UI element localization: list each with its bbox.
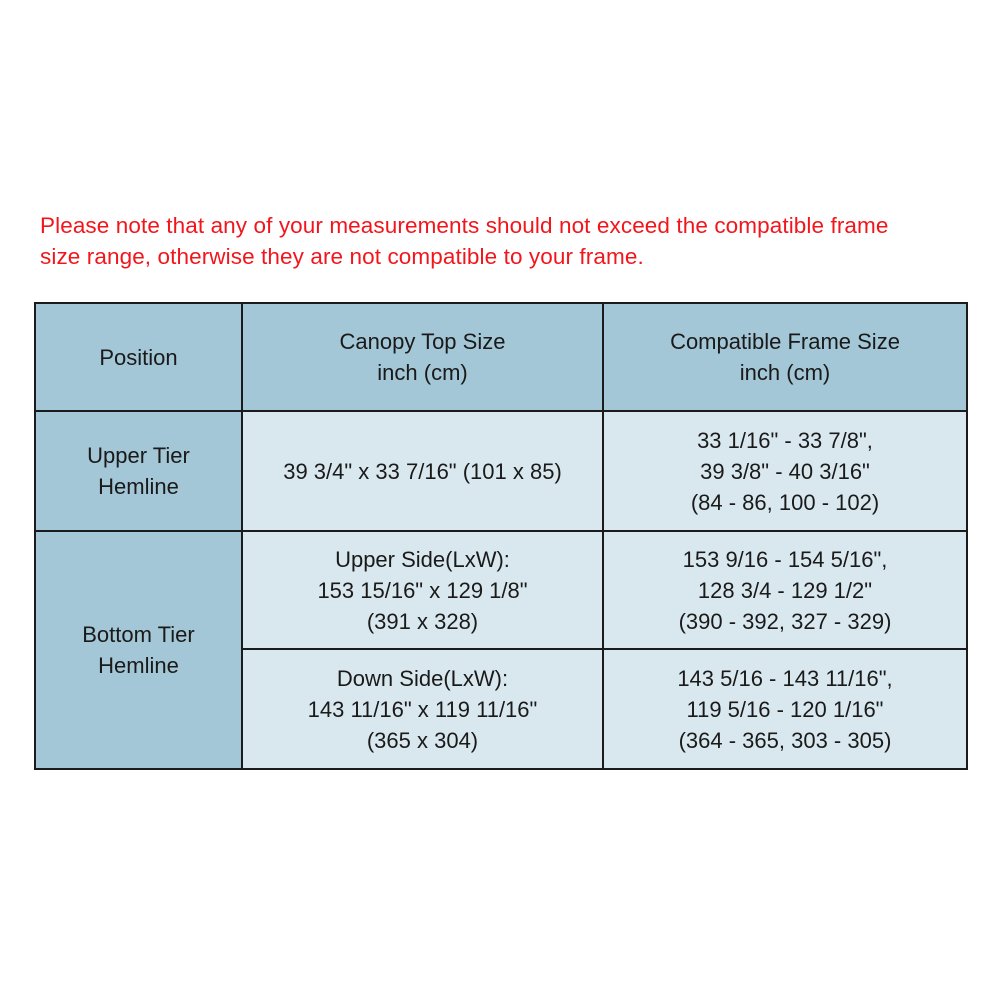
- table-header-row: [35, 303, 967, 411]
- position-upper-tier-hemline: Upper Tier Hemline: [35, 411, 242, 531]
- compatibility-notice: [40, 210, 970, 272]
- header-position: Position: [35, 303, 242, 411]
- table-row-upper-tier: [35, 411, 967, 531]
- size-chart-table: [34, 302, 968, 770]
- frame-size-bottom-upper-side: 153 9/16 - 154 5/16", 128 3/4 - 129 1/2" (390 - 392, 327 - 329): [603, 531, 967, 649]
- table-row-bottom-tier-upper-side: [35, 531, 967, 649]
- position-bottom-tier-hemline: Bottom Tier Hemline: [35, 531, 242, 769]
- header-compatible-frame-size: Compatible Frame Size inch (cm): [603, 303, 967, 411]
- frame-size-upper-tier: 33 1/16" - 33 7/8", 39 3/8" - 40 3/16" (84 - 86, 100 - 102): [603, 411, 967, 531]
- canopy-size-bottom-down-side: Down Side(LxW): 143 11/16" x 119 11/16" (365 x 304): [242, 649, 603, 769]
- frame-size-bottom-down-side: 143 5/16 - 143 11/16", 119 5/16 - 120 1/16" (364 - 365, 303 - 305): [603, 649, 967, 769]
- notice-line-2: size range, otherwise they are not compatible to your frame.: [40, 244, 644, 269]
- canopy-size-bottom-upper-side: Upper Side(LxW): 153 15/16" x 129 1/8" (391 x 328): [242, 531, 603, 649]
- header-canopy-top-size: Canopy Top Size inch (cm): [242, 303, 603, 411]
- notice-line-1: Please note that any of your measurements should not exceed the compatible frame: [40, 213, 889, 238]
- canopy-size-upper-tier: 39 3/4" x 33 7/16" (101 x 85): [242, 411, 603, 531]
